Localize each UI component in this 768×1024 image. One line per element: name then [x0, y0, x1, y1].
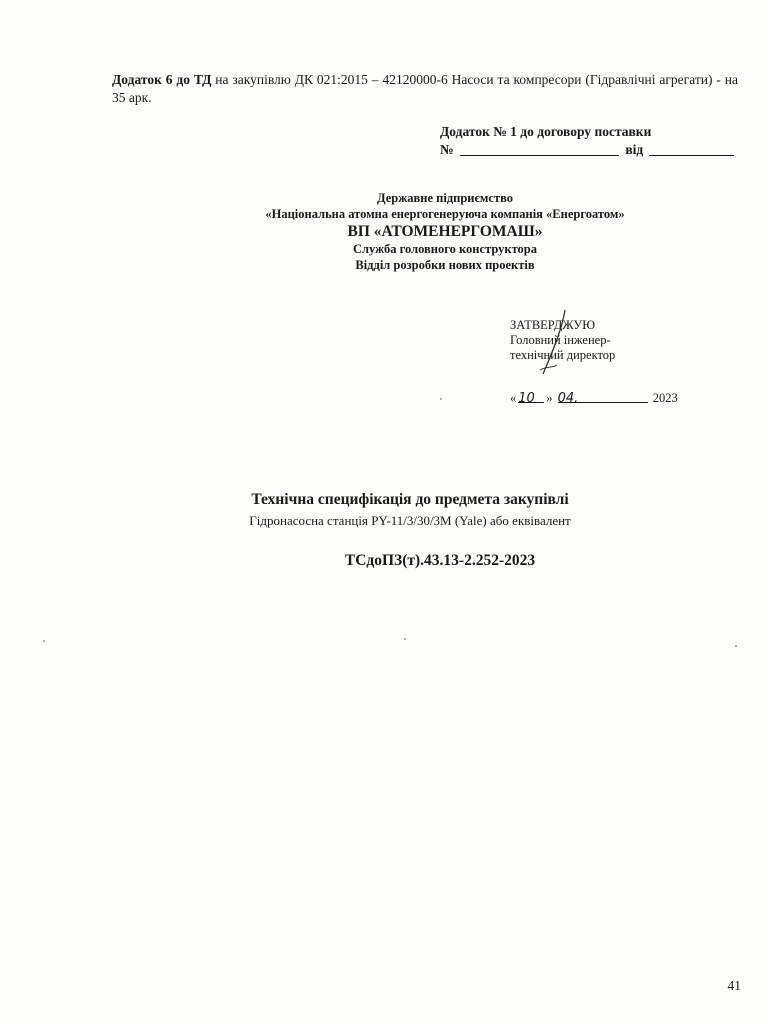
scan-speck [440, 398, 442, 400]
date-close-quote: » [546, 391, 553, 405]
org-line-4: Служба головного конструктора [353, 242, 537, 256]
date-month: 04. [557, 391, 579, 406]
header-note-text: на закупівлю ДК 021:2015 – 42120000-6 Насоси та компресори (Гідравлічні агрегати) - на 35 арк. [112, 72, 738, 105]
approve-word: ЗАТВЕРДЖУЮ [510, 318, 596, 332]
page-number: 41 [727, 978, 741, 993]
contract-title: Додаток № 1 до договору поставки [440, 124, 652, 139]
date-open-quote: « [510, 391, 517, 405]
contract-from-label: від [625, 142, 644, 157]
header-note-prefix: Додаток 6 до ТД [112, 72, 212, 87]
header-note [112, 71, 738, 107]
scan-speck [404, 638, 406, 640]
organization-block [200, 190, 690, 273]
document-code: ТСдоПЗ(т).43.13-2.252-2023 [344, 552, 536, 569]
contract-block [440, 123, 740, 159]
org-line-1: Державне підприємство [376, 191, 514, 205]
signature-icon [535, 308, 595, 378]
approval-date [510, 390, 710, 406]
contract-number-line [440, 141, 740, 159]
contract-number-blank [460, 142, 620, 156]
scan-speck [43, 640, 45, 642]
date-day: 10 [518, 391, 535, 406]
contract-date-blank [649, 142, 734, 156]
approver-position-1: Головний інженер- [510, 333, 611, 347]
document-title: Технічна специфікація до предмета закупівлі [251, 491, 569, 508]
org-line-3: ВП «АТОМЕНЕРГОМАШ» [347, 223, 543, 240]
approver-position-2: технічний директор [510, 348, 616, 362]
date-year: 2023 [652, 391, 678, 405]
org-line-5: Відділ розробки нових проектів [355, 258, 535, 272]
org-line-2: «Національна атомна енергогенеруюча компанія «Енергоатом» [265, 207, 625, 221]
scan-speck [735, 645, 737, 647]
contract-number-label: № [440, 142, 454, 157]
document-subtitle: Гідронасосна станція РY-11/3/30/3М (Yale) або еквівалент [249, 513, 571, 528]
